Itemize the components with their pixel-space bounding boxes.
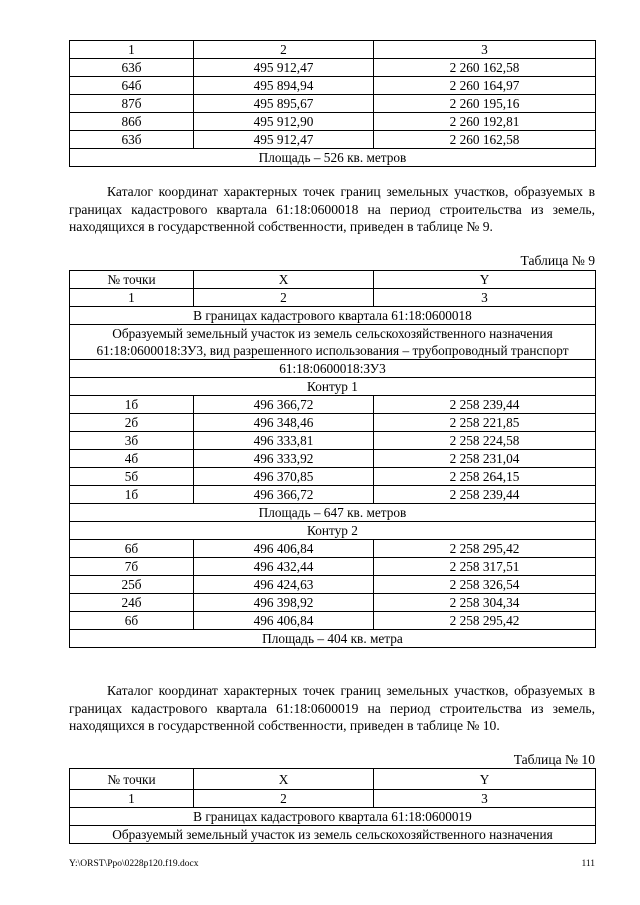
table-cell: 64б — [70, 77, 194, 95]
contour-2-area: Площадь – 404 кв. метра — [70, 630, 596, 648]
table-cell: 2 260 164,97 — [374, 77, 596, 95]
col-header-y: Y — [374, 769, 596, 790]
contour-2-title: Контур 2 — [70, 522, 596, 540]
table-cell: 495 912,47 — [194, 59, 374, 77]
table-cell: 2 260 192,81 — [374, 113, 596, 131]
paragraph-catalog-9: Каталог координат характерных точек границ земельных участков, образуемых в границах кадастрового квартала 61:18:0600018 на период строительства из земель, находящихся в государственной собственности, приведен в таблице № 9. — [69, 184, 595, 234]
table-cell: 7б — [70, 558, 194, 576]
description-cell: Образуемый земельный участок из земель сельскохозяйственного назначения 61:18:0600018:ЗУ3, вид разрешенного использования – трубопроводный транспорт — [70, 325, 596, 360]
description-row — [70, 826, 596, 844]
table-row — [70, 113, 596, 131]
table-cell: 3 — [374, 41, 596, 59]
table-cell: 2 258 264,15 — [374, 468, 596, 486]
table-cell: 496 366,72 — [194, 486, 374, 504]
table-row — [70, 558, 596, 576]
column-numbers-row — [70, 790, 596, 808]
table-cell: 1 — [70, 289, 194, 307]
table-8 — [69, 40, 596, 167]
contour-2-title-row — [70, 522, 596, 540]
table-cell: 2 260 195,16 — [374, 95, 596, 113]
table-cell: 2 — [194, 41, 374, 59]
description-row — [70, 325, 596, 360]
table-cell: 496 348,46 — [194, 414, 374, 432]
table-row — [70, 450, 596, 468]
table-cell: 24б — [70, 594, 194, 612]
table-cell: 496 333,92 — [194, 450, 374, 468]
table-row — [70, 131, 596, 149]
table-10-caption: Таблица № 10 — [513, 752, 595, 767]
contour-1-title-row — [70, 378, 596, 396]
parcel-row — [70, 360, 596, 378]
table-cell: 2 258 295,42 — [374, 612, 596, 630]
table-header-row — [70, 769, 596, 790]
contour-2-area-row — [70, 630, 596, 648]
table-row — [70, 414, 596, 432]
table-cell: 63б — [70, 131, 194, 149]
col-header-point: № точки — [70, 769, 194, 790]
quarter-row — [70, 808, 596, 826]
table-9-body — [70, 271, 596, 648]
quarter-row — [70, 307, 596, 325]
table-cell: 496 370,85 — [194, 468, 374, 486]
table-row — [70, 540, 596, 558]
table-cell: 496 406,84 — [194, 540, 374, 558]
table-cell: 496 424,63 — [194, 576, 374, 594]
table-cell: 2 258 231,04 — [374, 450, 596, 468]
table-cell: 2 258 239,44 — [374, 396, 596, 414]
table-row — [70, 59, 596, 77]
table-cell: 2 — [194, 790, 374, 808]
col-header-y: Y — [374, 271, 596, 289]
table-cell: 2 258 295,42 — [374, 540, 596, 558]
table-cell: 4б — [70, 450, 194, 468]
table-cell: 1б — [70, 486, 194, 504]
table-cell: 495 894,94 — [194, 77, 374, 95]
footer-page-number: 111 — [581, 859, 595, 869]
table-row — [70, 486, 596, 504]
table-cell: 1 — [70, 790, 194, 808]
footer-file-path: Y:\ORST\Ppo\0228p120.f19.docx — [69, 859, 199, 869]
contour-1-area: Площадь – 647 кв. метров — [70, 504, 596, 522]
table-8-body — [70, 41, 596, 167]
description-cell: Образуемый земельный участок из земель сельскохозяйственного назначения — [70, 826, 596, 844]
table-cell: 2 260 162,58 — [374, 131, 596, 149]
table-cell: 496 366,72 — [194, 396, 374, 414]
quarter-cell: В границах кадастрового квартала 61:18:0600018 — [70, 307, 596, 325]
parcel-cell: 61:18:0600018:ЗУ3 — [70, 360, 596, 378]
col-header-point: № точки — [70, 271, 194, 289]
table-cell: 25б — [70, 576, 194, 594]
quarter-cell: В границах кадастрового квартала 61:18:0600019 — [70, 808, 596, 826]
table-cell: 2 258 326,54 — [374, 576, 596, 594]
area-cell: Площадь – 526 кв. метров — [70, 149, 596, 167]
table-cell: 1 — [70, 41, 194, 59]
table-cell: 2 258 239,44 — [374, 486, 596, 504]
table-cell: 2б — [70, 414, 194, 432]
table-9-caption: Таблица № 9 — [520, 253, 595, 268]
table-cell: 87б — [70, 95, 194, 113]
table-cell: 6б — [70, 540, 194, 558]
contour-1-area-row — [70, 504, 596, 522]
table-header-row — [70, 41, 596, 59]
table-cell: 5б — [70, 468, 194, 486]
table-cell: 1б — [70, 396, 194, 414]
col-header-x: X — [194, 271, 374, 289]
table-9 — [69, 270, 596, 648]
table-cell: 3 — [374, 289, 596, 307]
table-cell: 496 432,44 — [194, 558, 374, 576]
table-cell: 2 258 317,51 — [374, 558, 596, 576]
table-cell: 2 260 162,58 — [374, 59, 596, 77]
table-cell: 86б — [70, 113, 194, 131]
table-header-row — [70, 271, 596, 289]
table-row — [70, 432, 596, 450]
col-header-x: X — [194, 769, 374, 790]
table-cell: 6б — [70, 612, 194, 630]
table-row — [70, 594, 596, 612]
table-cell: 2 — [194, 289, 374, 307]
table-row — [70, 468, 596, 486]
table-10 — [69, 768, 596, 844]
table-cell: 496 406,84 — [194, 612, 374, 630]
table-row — [70, 95, 596, 113]
table-cell: 3 — [374, 790, 596, 808]
table-cell: 3б — [70, 432, 194, 450]
table-10-body — [70, 769, 596, 844]
column-numbers-row — [70, 289, 596, 307]
table-cell: 2 258 221,85 — [374, 414, 596, 432]
table-cell: 63б — [70, 59, 194, 77]
table-cell: 2 258 224,58 — [374, 432, 596, 450]
area-cell-row — [70, 149, 596, 167]
table-cell: 496 333,81 — [194, 432, 374, 450]
table-row — [70, 396, 596, 414]
table-cell: 2 258 304,34 — [374, 594, 596, 612]
contour-1-title: Контур 1 — [70, 378, 596, 396]
paragraph-catalog-10: Каталог координат характерных точек границ земельных участков, образуемых в границах кадастрового квартала 61:18:0600019 на период строительства из земель, находящихся в государственной собственности, приведен в таблице № 10. — [69, 683, 595, 733]
table-cell: 495 912,90 — [194, 113, 374, 131]
table-row — [70, 576, 596, 594]
table-cell: 495 895,67 — [194, 95, 374, 113]
table-cell: 496 398,92 — [194, 594, 374, 612]
table-row — [70, 77, 596, 95]
table-cell: 495 912,47 — [194, 131, 374, 149]
table-row — [70, 612, 596, 630]
